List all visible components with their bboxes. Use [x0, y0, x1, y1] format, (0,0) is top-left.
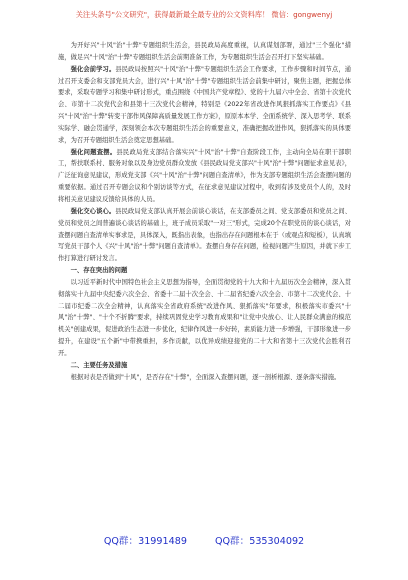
- tasks-paragraph: 根据对表是否做到"十风"，是否存在"十弊"，全面深入查摆问题，逐一剖析根源、逐条落实措施。: [70, 373, 341, 381]
- section-paragraph-talks: [58, 206, 351, 265]
- paragraph-lead-problems: 强化问题查摆。: [70, 148, 117, 156]
- paragraph-body-study: 县民政局按照兴"十风"治"十弊"专题组织生活会工作要求，工作步骤和时间节点，通过召开支委会和支部党员大会，进行兴"十风"治"十弊"专题组织生活会前集中研讨，聚焦主题，把握总体要求，采取专题学习和集中研讨形式，重点围绕《中国共产党章程》、党的十九届六中全会、省第十次党代会、市第十二次党代会和县第十三次党代会精神，特别是《2022年省改进作风狠抓落实工作要点》《县兴"十风"治"十弊"转变干部作风保障高质量发展工作方案》，原原本本学、全面系统学、深入思考学、联系实际学、融会贯通学，深刻领会本次专题组织生活会的重要意义，准确把握改进作风，狠抓落实的具体要求，为召开专题组织生活会奠定思想基础。: [58, 65, 352, 144]
- header-banner: 关注头条号"公文研究"，获得最新最全最专业的公文资料库！ 微信：gongwenyj: [75, 10, 333, 19]
- intro-paragraph: 为开好兴"十风"治"十弊"专题组织生活会，县民政局高度重视，认真谋划部署，通过"三个强化"措施，做足兴"十风"治"十弊"专题组织生活会前期准备工作，为专题组织生活会召开打下坚实基础。: [58, 42, 351, 61]
- paragraph-body-problems: 县民政局党支部结合落实兴"十风"治"十弊"自查阶段工作，主动向全局在职干部职工，帮扶联系村、服务对象以及身边党员群众发放《县民政局党支部兴"十风"治"十弊"问题征求意见表》，广泛征询意见建议，形成党支部《兴"十风"治"十弊"问题自查清单》，作为支部专题组织生活会查摆问题的重要依据。通过召开专题会议和个别访谈等方式，在征求意见建议过程中，收到有涉及党员个人的，及时将相关意见建议反馈给具体的人员。: [58, 148, 352, 203]
- document-body: [58, 40, 351, 383]
- paragraph-lead-talks: 强化交心谈心。: [70, 207, 116, 215]
- section-heading-issues: 一、存在突出的问题: [70, 267, 128, 275]
- qq-group-2: QQ群：535304092: [214, 536, 305, 547]
- section-heading-tasks: 二、主要任务及措施: [70, 361, 128, 369]
- section-paragraph-study: [58, 64, 351, 147]
- section-paragraph-problems: [58, 147, 351, 206]
- footer-contact: [0, 536, 408, 548]
- paragraph-body-talks: 县民政局党支部认真开展会前谈心谈话，在支部委员之间、党支部委员和党员之间、党员和党员之间普遍谈心谈话的基础上，班子成员采取"一对三"形式，完成20个在职党员的谈心谈话，对查摆问题自查清单实事求是，具体深入，既指出表象，也指出存在问题根本在于（或观点和短板），认真填写党员干部个人《兴"十风"治"十弊"问题自查清单》。查摆自身存在问题，检视问题产生原因，并就下步工作打算进行研讨发言。: [58, 207, 352, 263]
- qq-group-1: QQ群：31991489: [103, 536, 187, 547]
- issues-paragraph: 以习近平新时代中国特色社会主义思想为指导，全面贯彻党的十九大和十九届历次全会精神，深入贯彻落实十九届中央纪委六次全会、省委十二届十次全会、十二届省纪委六次全会、市第十二次党代会、十二届市纪委二次全会精神，认真落实全省政府系统"改进作风、狠抓落实"年要求，积极落实市委兴"十风"治"十弊"、"十个不折腾"要求，持续巩固党史学习教育成果和"让党中央放心、让人民群众满意的模范机关"创建成果，促进政治生态进一步优化，纪律作风进一步好转，素质能力进一步增强，干部形象进一步提升，在建设"五个新"中带携重担，多作贡献，以优异成绩迎接党的二十大和省第十三次党代会胜利召开。: [58, 278, 351, 357]
- paragraph-lead-study: 强化会前学习。: [70, 65, 116, 73]
